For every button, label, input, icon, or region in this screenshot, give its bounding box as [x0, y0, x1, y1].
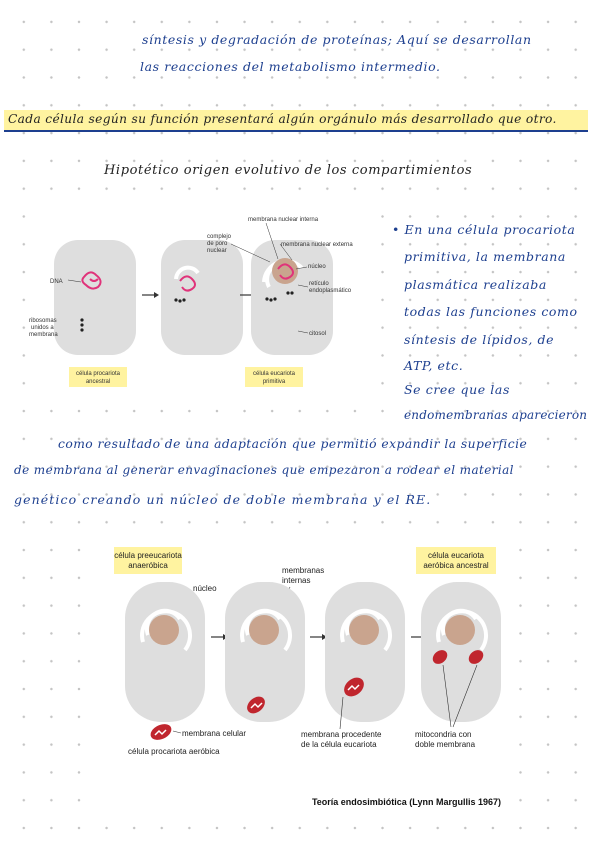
highlight-text: Cada célula según su función presentará algún orgánulo más desarrollado que otro. [8, 112, 557, 126]
label-er-1: retículo [309, 281, 329, 287]
label-ribosomes-1: ribosomas [29, 318, 57, 324]
caption-eukaryote-2: primitiva [262, 379, 286, 385]
label-mito-2: doble membrana [415, 740, 476, 749]
body-line-3: genético creando un núcleo de doble membrana y el RE. [14, 492, 432, 507]
label-pore-1: complejo [207, 234, 232, 240]
note-line-2: las reacciones del metabolismo intermedio. [140, 59, 441, 74]
label-internal-1: membranas [282, 566, 325, 575]
label-er-2: endoplasmático [309, 288, 352, 294]
figure-title: Teoría endosimbiótica (Lynn Margullis 1967) [311, 797, 501, 807]
figure-compartments-origin [26, 207, 374, 397]
label-cytosol: citosol [309, 331, 327, 337]
side-note-1: • En una célula procariota [392, 222, 576, 237]
label-cell-membrane: membrana celular [182, 729, 247, 738]
label-pore-2: de poro [207, 241, 228, 247]
cell-preeukaryote [125, 582, 205, 722]
caption-prokaryote-2: ancestral [85, 379, 111, 385]
cell-with-endosymbiont [325, 582, 405, 722]
label-mito-1: mitocondria con [415, 730, 472, 739]
side-note-8: endomembranas aparecieron [404, 408, 588, 422]
note-line-1: síntesis y degradación de proteínas; Aquí se desarrollan [142, 32, 532, 47]
label-nucleus: núcleo [308, 264, 326, 270]
label-ribosomes-2: unidos a [31, 325, 54, 331]
cell-eukaryote-primitive [251, 240, 333, 355]
body-line-1: como resultado de una adaptación que permitió expandir la superficie [58, 437, 528, 451]
label-inner-membrane: membrana nuclear interna [248, 217, 319, 223]
label-pore-3: nuclear [207, 248, 227, 254]
label-ribosomes-3: membrana [29, 332, 58, 338]
section-heading: Hipotético origen evolutivo de los compartimientos [104, 163, 473, 178]
side-note-7: Se cree que las [404, 382, 510, 397]
side-note-6: ATP, etc. [404, 358, 464, 373]
cell-prokaryote [54, 240, 136, 355]
cell-engulfing [225, 582, 305, 722]
nucleus [272, 258, 298, 284]
caption-aerobic-1: célula eucariota [427, 551, 485, 560]
body-line-2: de membrana al generar envaginaciones que empezaron a rodear el material [14, 463, 514, 477]
caption-preeukaryote-1: célula preeucariota [114, 551, 182, 560]
side-note-5: síntesis de lípidos, de [404, 332, 555, 347]
side-note-3: plasmática realizaba [404, 277, 547, 292]
label-from-eukaryote-1: membrana procedente [301, 730, 382, 739]
label-aerobic-prokaryote: célula procariota aeróbica [128, 747, 220, 756]
cell-aerobic-eukaryote [421, 582, 501, 722]
side-note-2: primitiva, la membrana [404, 249, 566, 264]
caption-prokaryote-1: célula procariota [75, 371, 121, 377]
label-internal-2: internas [282, 576, 311, 585]
figure-endosymbiosis [85, 527, 514, 815]
side-note-4: todas las funciones como [404, 304, 578, 319]
caption-eukaryote-1: célula eucariota [252, 371, 296, 377]
cell-intermediate [161, 240, 243, 355]
label-nucleus-2: núcleo [193, 584, 217, 593]
label-dna: DNA [50, 279, 63, 285]
caption-aerobic-2: aeróbica ancestral [423, 561, 489, 570]
label-outer-membrane: membrana nuclear externa [281, 242, 353, 248]
label-from-eukaryote-2: de la célula eucariota [301, 740, 377, 749]
caption-preeukaryote-2: anaeróbica [128, 561, 168, 570]
